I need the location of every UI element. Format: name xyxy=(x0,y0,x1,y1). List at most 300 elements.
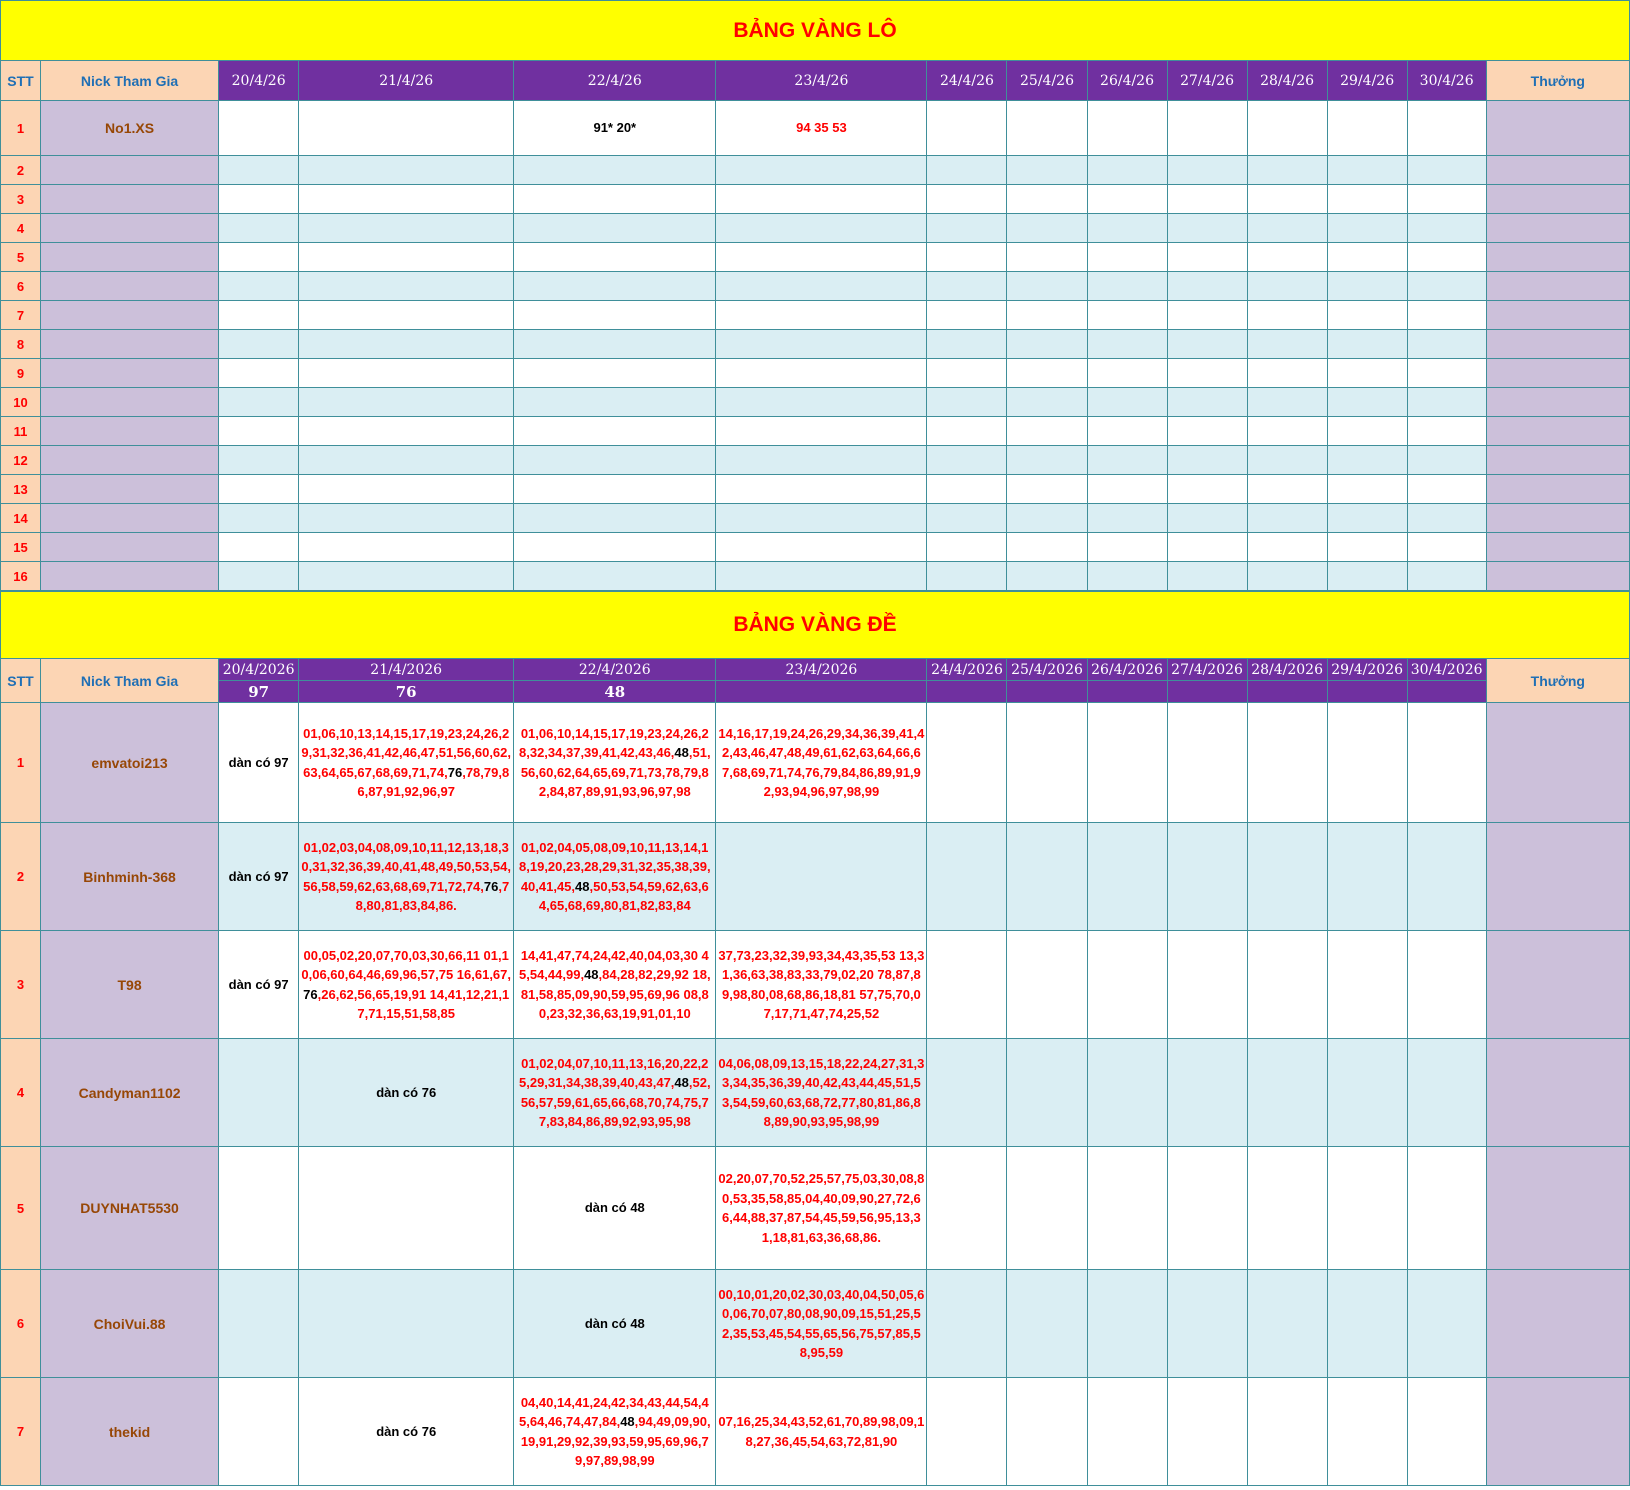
entry-cell[interactable] xyxy=(219,417,299,446)
entry-cell[interactable] xyxy=(1407,243,1486,272)
entry-cell[interactable] xyxy=(1247,330,1327,359)
nick-cell[interactable] xyxy=(41,1147,219,1270)
entry-cell[interactable] xyxy=(1087,1270,1167,1378)
entry-cell[interactable] xyxy=(1407,359,1486,388)
entry-cell[interactable] xyxy=(1007,156,1087,185)
entry-cell[interactable] xyxy=(1407,446,1486,475)
nick-cell[interactable] xyxy=(41,1270,219,1378)
entry-cell[interactable] xyxy=(1167,330,1247,359)
entry-cell[interactable] xyxy=(1327,101,1407,156)
entry-cell[interactable] xyxy=(716,1039,927,1147)
entry-cell[interactable] xyxy=(927,330,1007,359)
nick-cell[interactable] xyxy=(41,533,219,562)
entry-cell[interactable] xyxy=(1007,533,1087,562)
entry-cell[interactable] xyxy=(1327,330,1407,359)
entry-cell[interactable] xyxy=(1407,823,1486,931)
entry-cell[interactable] xyxy=(1327,185,1407,214)
nick-cell[interactable] xyxy=(41,301,219,330)
entry-cell[interactable] xyxy=(927,533,1007,562)
thuong-cell[interactable] xyxy=(1486,562,1629,591)
entry-cell[interactable] xyxy=(1327,272,1407,301)
entry-cell[interactable] xyxy=(1167,1378,1247,1486)
entry-cell[interactable] xyxy=(1167,533,1247,562)
entry-cell[interactable] xyxy=(219,703,299,823)
entry-cell[interactable] xyxy=(1087,562,1167,591)
entry-cell[interactable] xyxy=(927,475,1007,504)
entry-cell[interactable] xyxy=(219,446,299,475)
entry-cell[interactable] xyxy=(1167,446,1247,475)
entry-cell[interactable] xyxy=(1407,388,1486,417)
entry-cell[interactable] xyxy=(514,1147,716,1270)
entry-cell[interactable] xyxy=(716,388,927,417)
entry-cell[interactable] xyxy=(1087,243,1167,272)
entry-cell[interactable] xyxy=(1327,703,1407,823)
entry-cell[interactable] xyxy=(927,243,1007,272)
entry-cell[interactable] xyxy=(1247,504,1327,533)
entry-cell[interactable] xyxy=(927,931,1007,1039)
entry-cell[interactable] xyxy=(1407,417,1486,446)
thuong-cell[interactable] xyxy=(1486,1270,1629,1378)
entry-cell[interactable] xyxy=(1087,446,1167,475)
entry-cell[interactable] xyxy=(514,185,716,214)
entry-cell[interactable] xyxy=(299,1270,514,1378)
entry-cell[interactable] xyxy=(1007,185,1087,214)
entry-cell[interactable] xyxy=(1407,1147,1486,1270)
entry-cell[interactable] xyxy=(716,301,927,330)
entry-cell[interactable] xyxy=(219,533,299,562)
nick-cell[interactable] xyxy=(41,243,219,272)
entry-cell[interactable] xyxy=(514,562,716,591)
entry-cell[interactable] xyxy=(219,388,299,417)
entry-cell[interactable] xyxy=(1407,504,1486,533)
entry-cell[interactable] xyxy=(299,243,514,272)
entry-cell[interactable] xyxy=(514,1039,716,1147)
entry-cell[interactable] xyxy=(716,101,927,156)
thuong-cell[interactable] xyxy=(1486,1147,1629,1270)
entry-cell[interactable] xyxy=(927,823,1007,931)
entry-cell[interactable] xyxy=(1087,504,1167,533)
entry-cell[interactable] xyxy=(1167,301,1247,330)
entry-cell[interactable] xyxy=(1087,301,1167,330)
nick-cell[interactable] xyxy=(41,388,219,417)
entry-cell[interactable] xyxy=(299,388,514,417)
thuong-cell[interactable] xyxy=(1486,417,1629,446)
entry-cell[interactable] xyxy=(1167,359,1247,388)
entry-cell[interactable] xyxy=(1087,823,1167,931)
entry-cell[interactable] xyxy=(1247,931,1327,1039)
entry-cell[interactable] xyxy=(514,446,716,475)
nick-cell[interactable] xyxy=(41,1378,219,1486)
entry-cell[interactable] xyxy=(299,301,514,330)
entry-cell[interactable] xyxy=(514,1270,716,1378)
entry-cell[interactable] xyxy=(1167,1039,1247,1147)
entry-cell[interactable] xyxy=(514,1378,716,1486)
entry-cell[interactable] xyxy=(927,272,1007,301)
nick-cell[interactable] xyxy=(41,475,219,504)
entry-cell[interactable] xyxy=(1167,703,1247,823)
entry-cell[interactable] xyxy=(1087,214,1167,243)
entry-cell[interactable] xyxy=(716,243,927,272)
entry-cell[interactable] xyxy=(1007,823,1087,931)
entry-cell[interactable] xyxy=(1087,475,1167,504)
entry-cell[interactable] xyxy=(514,931,716,1039)
entry-cell[interactable] xyxy=(1007,1147,1087,1270)
entry-cell[interactable] xyxy=(1247,562,1327,591)
entry-cell[interactable] xyxy=(1007,101,1087,156)
entry-cell[interactable] xyxy=(1327,388,1407,417)
entry-cell[interactable] xyxy=(514,533,716,562)
entry-cell[interactable] xyxy=(299,417,514,446)
entry-cell[interactable] xyxy=(514,417,716,446)
entry-cell[interactable] xyxy=(1007,931,1087,1039)
entry-cell[interactable] xyxy=(1327,156,1407,185)
entry-cell[interactable] xyxy=(927,417,1007,446)
entry-cell[interactable] xyxy=(716,1378,927,1486)
entry-cell[interactable] xyxy=(927,388,1007,417)
nick-cell[interactable] xyxy=(41,446,219,475)
entry-cell[interactable] xyxy=(1407,1039,1486,1147)
entry-cell[interactable] xyxy=(1167,562,1247,591)
entry-cell[interactable] xyxy=(1087,101,1167,156)
thuong-cell[interactable] xyxy=(1486,101,1629,156)
thuong-cell[interactable] xyxy=(1486,214,1629,243)
entry-cell[interactable] xyxy=(927,562,1007,591)
entry-cell[interactable] xyxy=(716,272,927,301)
entry-cell[interactable] xyxy=(1087,359,1167,388)
entry-cell[interactable] xyxy=(1087,703,1167,823)
entry-cell[interactable] xyxy=(716,703,927,823)
entry-cell[interactable] xyxy=(716,562,927,591)
entry-cell[interactable] xyxy=(1247,1378,1327,1486)
entry-cell[interactable] xyxy=(219,185,299,214)
entry-cell[interactable] xyxy=(1007,475,1087,504)
nick-cell[interactable] xyxy=(41,156,219,185)
entry-cell[interactable] xyxy=(1167,243,1247,272)
entry-cell[interactable] xyxy=(1087,1039,1167,1147)
nick-cell[interactable] xyxy=(41,703,219,823)
entry-cell[interactable] xyxy=(514,243,716,272)
entry-cell[interactable] xyxy=(927,1039,1007,1147)
entry-cell[interactable] xyxy=(1007,446,1087,475)
entry-cell[interactable] xyxy=(716,931,927,1039)
entry-cell[interactable] xyxy=(1247,185,1327,214)
entry-cell[interactable] xyxy=(1247,1147,1327,1270)
entry-cell[interactable] xyxy=(219,1147,299,1270)
entry-cell[interactable] xyxy=(1087,931,1167,1039)
entry-cell[interactable] xyxy=(514,301,716,330)
entry-cell[interactable] xyxy=(299,703,514,823)
entry-cell[interactable] xyxy=(1007,1039,1087,1147)
entry-cell[interactable] xyxy=(1167,417,1247,446)
thuong-cell[interactable] xyxy=(1486,359,1629,388)
entry-cell[interactable] xyxy=(1167,823,1247,931)
thuong-cell[interactable] xyxy=(1486,330,1629,359)
entry-cell[interactable] xyxy=(299,101,514,156)
nick-cell[interactable] xyxy=(41,185,219,214)
nick-cell[interactable] xyxy=(41,823,219,931)
entry-cell[interactable] xyxy=(927,1378,1007,1486)
entry-cell[interactable] xyxy=(299,504,514,533)
entry-cell[interactable] xyxy=(1167,388,1247,417)
entry-cell[interactable] xyxy=(716,1270,927,1378)
entry-cell[interactable] xyxy=(1087,533,1167,562)
entry-cell[interactable] xyxy=(1247,533,1327,562)
entry-cell[interactable] xyxy=(1167,1270,1247,1378)
entry-cell[interactable] xyxy=(1087,185,1167,214)
entry-cell[interactable] xyxy=(716,359,927,388)
entry-cell[interactable] xyxy=(514,504,716,533)
entry-cell[interactable] xyxy=(1407,533,1486,562)
entry-cell[interactable] xyxy=(1247,446,1327,475)
nick-cell[interactable] xyxy=(41,359,219,388)
nick-cell[interactable] xyxy=(41,504,219,533)
entry-cell[interactable] xyxy=(927,301,1007,330)
entry-cell[interactable] xyxy=(1327,214,1407,243)
entry-cell[interactable] xyxy=(1087,1147,1167,1270)
nick-cell[interactable] xyxy=(41,417,219,446)
entry-cell[interactable] xyxy=(219,504,299,533)
entry-cell[interactable] xyxy=(1407,301,1486,330)
entry-cell[interactable] xyxy=(299,359,514,388)
entry-cell[interactable] xyxy=(1327,1378,1407,1486)
entry-cell[interactable] xyxy=(219,475,299,504)
thuong-cell[interactable] xyxy=(1486,388,1629,417)
thuong-cell[interactable] xyxy=(1486,533,1629,562)
entry-cell[interactable] xyxy=(1407,214,1486,243)
thuong-cell[interactable] xyxy=(1486,301,1629,330)
entry-cell[interactable] xyxy=(514,703,716,823)
entry-cell[interactable] xyxy=(927,185,1007,214)
entry-cell[interactable] xyxy=(1007,504,1087,533)
entry-cell[interactable] xyxy=(1247,101,1327,156)
entry-cell[interactable] xyxy=(1327,823,1407,931)
entry-cell[interactable] xyxy=(514,101,716,156)
entry-cell[interactable] xyxy=(1007,359,1087,388)
entry-cell[interactable] xyxy=(299,475,514,504)
entry-cell[interactable] xyxy=(219,931,299,1039)
entry-cell[interactable] xyxy=(219,214,299,243)
entry-cell[interactable] xyxy=(219,1378,299,1486)
thuong-cell[interactable] xyxy=(1486,703,1629,823)
entry-cell[interactable] xyxy=(299,330,514,359)
entry-cell[interactable] xyxy=(1327,504,1407,533)
entry-cell[interactable] xyxy=(1247,703,1327,823)
entry-cell[interactable] xyxy=(716,185,927,214)
entry-cell[interactable] xyxy=(1327,562,1407,591)
entry-cell[interactable] xyxy=(927,1270,1007,1378)
nick-cell[interactable] xyxy=(41,272,219,301)
entry-cell[interactable] xyxy=(1407,101,1486,156)
entry-cell[interactable] xyxy=(1247,417,1327,446)
entry-cell[interactable] xyxy=(1167,504,1247,533)
thuong-cell[interactable] xyxy=(1486,156,1629,185)
entry-cell[interactable] xyxy=(299,533,514,562)
entry-cell[interactable] xyxy=(514,330,716,359)
entry-cell[interactable] xyxy=(1247,156,1327,185)
entry-cell[interactable] xyxy=(1167,1147,1247,1270)
entry-cell[interactable] xyxy=(716,417,927,446)
thuong-cell[interactable] xyxy=(1486,504,1629,533)
entry-cell[interactable] xyxy=(1247,359,1327,388)
nick-cell[interactable] xyxy=(41,1039,219,1147)
entry-cell[interactable] xyxy=(1007,417,1087,446)
entry-cell[interactable] xyxy=(1407,185,1486,214)
stt-cell xyxy=(1,272,41,301)
entry-cell[interactable] xyxy=(299,562,514,591)
entry-cell[interactable] xyxy=(514,475,716,504)
entry-cell[interactable] xyxy=(1167,272,1247,301)
nick-cell[interactable] xyxy=(41,330,219,359)
entry-cell[interactable] xyxy=(299,156,514,185)
entry-cell[interactable] xyxy=(514,214,716,243)
entry-cell[interactable] xyxy=(1007,330,1087,359)
entry-cell[interactable] xyxy=(1167,475,1247,504)
entry-cell[interactable] xyxy=(716,823,927,931)
entry-cell[interactable] xyxy=(1247,272,1327,301)
entry-cell[interactable] xyxy=(1007,703,1087,823)
entry-cell[interactable] xyxy=(219,156,299,185)
thuong-cell[interactable] xyxy=(1486,243,1629,272)
thuong-cell[interactable] xyxy=(1486,272,1629,301)
entry-cell[interactable] xyxy=(716,214,927,243)
entry-cell[interactable] xyxy=(1087,417,1167,446)
entry-cell[interactable] xyxy=(1087,272,1167,301)
entry-cell[interactable] xyxy=(1407,1270,1486,1378)
entry-cell[interactable] xyxy=(1247,301,1327,330)
entry-cell[interactable] xyxy=(1167,101,1247,156)
entry-cell[interactable] xyxy=(927,1147,1007,1270)
nick-cell[interactable] xyxy=(41,101,219,156)
entry-cell[interactable] xyxy=(1327,1270,1407,1378)
entry-cell[interactable] xyxy=(1007,562,1087,591)
entry-cell[interactable] xyxy=(1087,156,1167,185)
nick-cell[interactable] xyxy=(41,562,219,591)
entry-cell[interactable] xyxy=(1007,1378,1087,1486)
entry-cell[interactable] xyxy=(1167,931,1247,1039)
entry-cell[interactable] xyxy=(219,1270,299,1378)
thuong-cell[interactable] xyxy=(1486,185,1629,214)
entry-cell[interactable] xyxy=(514,359,716,388)
entry-cell[interactable] xyxy=(716,446,927,475)
entry-cell[interactable] xyxy=(219,101,299,156)
entry-cell[interactable] xyxy=(219,1039,299,1147)
entry-cell[interactable] xyxy=(1407,272,1486,301)
entry-cell[interactable] xyxy=(1327,446,1407,475)
entry-cell[interactable] xyxy=(299,185,514,214)
entry-cell[interactable] xyxy=(716,504,927,533)
entry-cell[interactable] xyxy=(514,156,716,185)
entry-cell[interactable] xyxy=(927,156,1007,185)
entry-cell[interactable] xyxy=(1247,388,1327,417)
entry-cell[interactable] xyxy=(1247,1270,1327,1378)
entry-cell[interactable] xyxy=(1327,533,1407,562)
entry-cell[interactable] xyxy=(514,823,716,931)
entry-cell[interactable] xyxy=(1327,475,1407,504)
entry-cell[interactable] xyxy=(299,446,514,475)
entry-cell[interactable] xyxy=(1167,156,1247,185)
entry-cell[interactable] xyxy=(1247,475,1327,504)
entry-cell[interactable] xyxy=(1087,1378,1167,1486)
thuong-cell[interactable] xyxy=(1486,1378,1629,1486)
entry-cell[interactable] xyxy=(514,388,716,417)
entry-cell[interactable] xyxy=(1007,301,1087,330)
entry-cell[interactable] xyxy=(1247,243,1327,272)
entry-cell[interactable] xyxy=(927,703,1007,823)
entry-cell[interactable] xyxy=(1247,1039,1327,1147)
entry-cell[interactable] xyxy=(1407,931,1486,1039)
entry-cell[interactable] xyxy=(219,359,299,388)
entry-cell[interactable] xyxy=(1407,1378,1486,1486)
entry-cell[interactable] xyxy=(927,101,1007,156)
entry-cell[interactable] xyxy=(299,272,514,301)
nick-cell[interactable] xyxy=(41,214,219,243)
entry-cell[interactable] xyxy=(716,1147,927,1270)
entry-cell[interactable] xyxy=(219,562,299,591)
entry-cell[interactable] xyxy=(716,475,927,504)
entry-cell[interactable] xyxy=(1007,243,1087,272)
entry-cell[interactable] xyxy=(1407,156,1486,185)
entry-cell[interactable] xyxy=(1327,1039,1407,1147)
entry-cell[interactable] xyxy=(716,330,927,359)
entry-cell[interactable] xyxy=(1407,703,1486,823)
entry-cell[interactable] xyxy=(299,1378,514,1486)
entry-cell[interactable] xyxy=(1007,388,1087,417)
entry-cell[interactable] xyxy=(716,533,927,562)
entry-cell[interactable] xyxy=(927,359,1007,388)
thuong-cell[interactable] xyxy=(1486,1039,1629,1147)
entry-cell[interactable] xyxy=(1327,417,1407,446)
entry-cell[interactable] xyxy=(1167,214,1247,243)
entry-cell[interactable] xyxy=(1327,301,1407,330)
entry-cell[interactable] xyxy=(1087,330,1167,359)
entry-cell[interactable] xyxy=(1327,359,1407,388)
entry-cell[interactable] xyxy=(1007,214,1087,243)
entry-cell[interactable] xyxy=(1327,1147,1407,1270)
entry-cell[interactable] xyxy=(299,1147,514,1270)
entry-cell[interactable] xyxy=(1007,1270,1087,1378)
entry-cell[interactable] xyxy=(219,301,299,330)
entry-cell[interactable] xyxy=(1407,562,1486,591)
entry-cell[interactable] xyxy=(1247,214,1327,243)
entry-cell[interactable] xyxy=(219,243,299,272)
entry-cell[interactable] xyxy=(716,156,927,185)
entry-cell[interactable] xyxy=(299,1039,514,1147)
entry-cell[interactable] xyxy=(1007,272,1087,301)
entry-cell[interactable] xyxy=(1247,823,1327,931)
entry-cell[interactable] xyxy=(219,823,299,931)
entry-cell[interactable] xyxy=(1407,330,1486,359)
entry-cell[interactable] xyxy=(1167,185,1247,214)
entry-cell[interactable] xyxy=(1087,388,1167,417)
entry-cell[interactable] xyxy=(1327,243,1407,272)
thuong-cell[interactable] xyxy=(1486,446,1629,475)
entry-cell[interactable] xyxy=(219,330,299,359)
nick-cell[interactable] xyxy=(41,931,219,1039)
entry-cell[interactable] xyxy=(927,214,1007,243)
entry-cell[interactable] xyxy=(299,823,514,931)
entry-cell[interactable] xyxy=(514,272,716,301)
entry-cell[interactable] xyxy=(299,931,514,1039)
entry-cell[interactable] xyxy=(927,504,1007,533)
thuong-cell[interactable] xyxy=(1486,931,1629,1039)
entry-cell[interactable] xyxy=(219,272,299,301)
entry-cell[interactable] xyxy=(1407,475,1486,504)
thuong-cell[interactable] xyxy=(1486,823,1629,931)
thuong-cell[interactable] xyxy=(1486,475,1629,504)
entry-cell[interactable] xyxy=(927,446,1007,475)
entry-cell[interactable] xyxy=(1327,931,1407,1039)
entry-cell[interactable] xyxy=(299,214,514,243)
